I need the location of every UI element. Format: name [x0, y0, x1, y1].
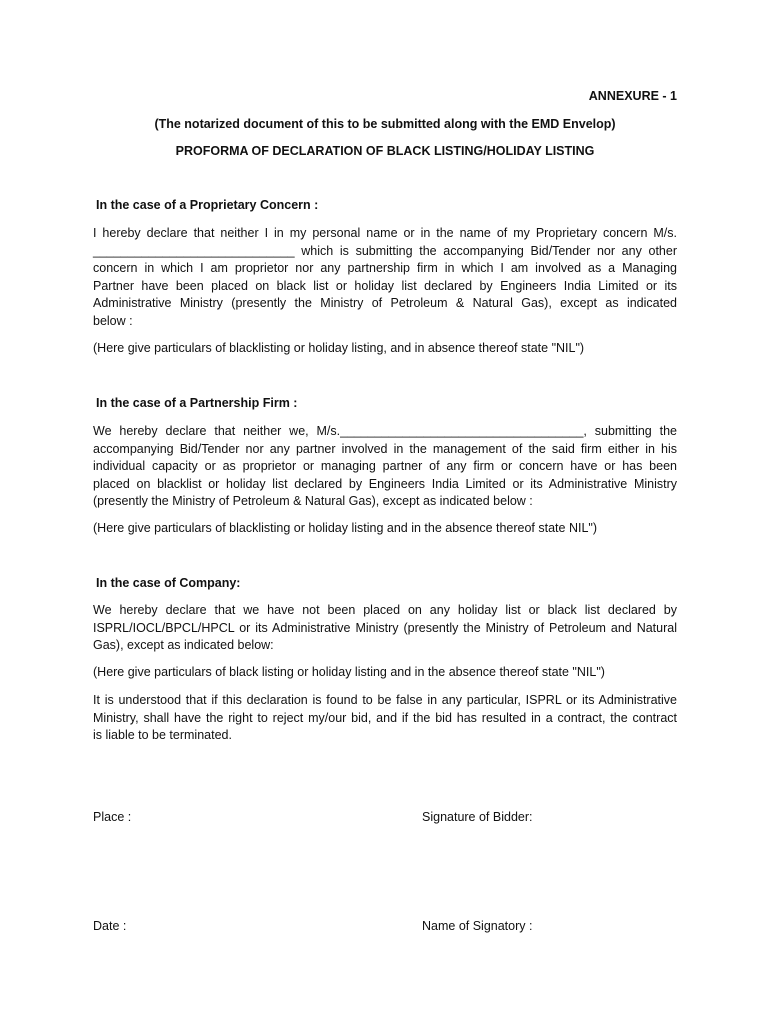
company-heading: In the case of Company: — [96, 576, 241, 590]
company-note: (Here give particulars of black listing or holiday listing and in the absence thereof state "NIL") — [93, 665, 605, 679]
paragraph-line: Administrative Ministry (presently the Ministry of Petroleum & Natural Gas), except as indicated — [93, 296, 677, 310]
paragraph-line: Gas), except as indicated below: — [93, 638, 274, 652]
partnership-declaration — [93, 423, 677, 511]
paragraph-line: (presently the Ministry of Petroleum & Natural Gas), except as indicated below : — [93, 494, 533, 508]
name-of-signatory-label: Name of Signatory : — [422, 919, 533, 933]
proprietary-note: (Here give particulars of blacklisting or holiday listing, and in absence thereof state "NIL") — [93, 341, 585, 355]
paragraph-line: It is understood that if this declaration is found to be false in any particular, ISPRL or its Administrative — [93, 693, 677, 707]
signature-of-bidder-label: Signature of Bidder: — [422, 810, 533, 824]
paragraph-line: _____________________________ which is submitting the accompanying Bid/Tender nor any other — [93, 243, 677, 258]
paragraph-line: ISPRL/IOCL/BPCL/HPCL or its Administrative Ministry (presently the Ministry of Petroleum and Natural — [93, 620, 677, 635]
paragraph-line: accompanying Bid/Tender nor any partner involved in the management of the said firm either in his — [93, 441, 677, 456]
place-label: Place : — [93, 810, 132, 824]
paragraph-line: below : — [93, 313, 133, 328]
paragraph-line: concern in which I am proprietor nor any partnership firm in which I am involved as a Managing — [93, 261, 677, 275]
paragraph-line: individual capacity or as proprietor or managing partner of any firm or concern have or has been — [93, 459, 677, 473]
paragraph-line: We hereby declare that we have not been placed on any holiday list or black list declared by — [93, 603, 677, 617]
annexure-label: ANNEXURE - 1 — [588, 89, 677, 103]
document-title: PROFORMA OF DECLARATION OF BLACK LISTING/HOLIDAY LISTING — [175, 144, 595, 158]
understanding-clause — [93, 692, 677, 745]
paragraph-line: Ministry, shall have the right to reject my/our bid, and if the bid has resulted in a contract, the contract — [93, 710, 677, 725]
company-declaration — [93, 602, 677, 655]
partnership-note: (Here give particulars of blacklisting or holiday listing and in the absence thereof state NIL") — [93, 521, 598, 535]
paragraph-line: Partner have been placed on black list or holiday list declared by Engineers India Limited or its — [93, 278, 677, 293]
paragraph-line: We hereby declare that neither we, M/s.___________________________________, submitting the — [93, 424, 677, 438]
date-label: Date : — [93, 919, 127, 933]
paragraph-line: placed on blacklist or holiday list declared by Engineers India Limited or its Administrative Ministry — [93, 476, 677, 491]
paragraph-line: is liable to be terminated. — [93, 728, 232, 742]
proprietary-declaration — [93, 225, 677, 330]
partnership-heading: In the case of a Partnership Firm : — [96, 396, 298, 410]
paragraph-line: I hereby declare that neither I in my personal name or in the name of my Proprietary concern M/s. — [93, 226, 677, 240]
document-subtitle: (The notarized document of this to be submitted along with the EMD Envelop) — [154, 117, 616, 131]
proprietary-heading: In the case of a Proprietary Concern : — [96, 198, 319, 212]
